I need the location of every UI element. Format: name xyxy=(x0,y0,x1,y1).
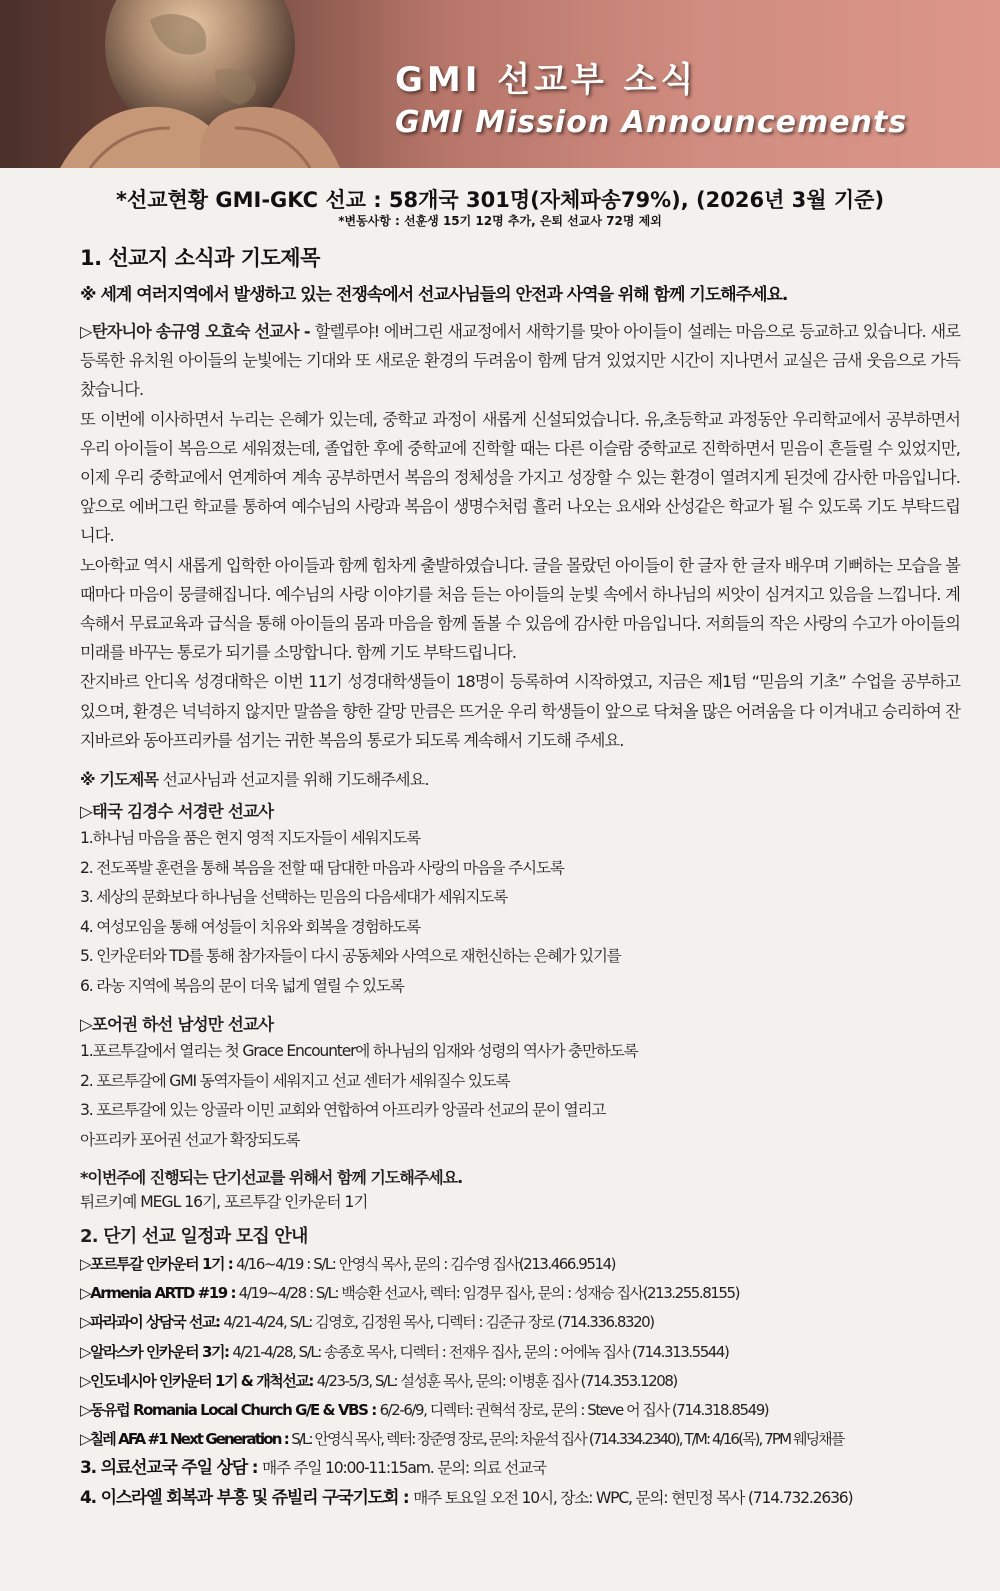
tanzania-paragraph-2: 또 이번에 이사하면서 누리는 은혜가 있는데, 중학교 과정이 새롭게 신설되었습니다. 유,초등학교 과정동안 우리학교에서 공부하면서 우리 아이들이 복음으로 세워졌는데, 졸업한 후에 중학교에 진학할 때는 다른 이슬람 중학교로 진학하면서 믿음이 흔들릴 수 있었지만, 이제 우리 중학교에서 연계하여 계속 공부하면서 복음의 정체성을 가지고 성장할 수 있는 환경이 열려지게 된것에 감사한 마음입니다. 앞으로 에버그린 학교를 통하여 예수님의 사랑과 복음이 생명수처럼 흘러 나오는 요새와 산성같은 학교가 될 수 있도록 기도 부탁드립니다. xyxy=(80,409,960,546)
schedule-detail: 4/21-4/28, S/L: 송종호 목사, 디렉터 : 전재우 집사, 문의 : 어에녹 집사 (714.313.5544) xyxy=(232,1342,729,1361)
list-item: 3. 포르투갈에 있는 앙골라 이민 교회와 연합하여 아프리카 앙골라 선교의 문이 열리고 xyxy=(80,1101,606,1120)
status-change-note: *변동사항 : 선훈생 15기 12명 추가, 은퇴 선교사 72명 제외 xyxy=(338,214,662,228)
schedule-row xyxy=(80,1367,960,1396)
announcement-content xyxy=(80,238,960,1513)
section1-heading: 1. 선교지 소식과 기도제목 xyxy=(80,246,320,270)
israel-prayer-label: 4. 이스라엘 회복과 부흥 및 쥬빌리 구국기도회 : xyxy=(80,1487,414,1508)
schedule-row xyxy=(80,1396,960,1425)
schedule-detail: S/L: 안영식 목사, 렉터: 장준영 장로, 문의: 차윤석 집사 (714.334.2340), T/M: 4/16(목), 7PM 웨딩채플 xyxy=(291,1430,844,1449)
list-item: 아프리카 포어권 선교가 확장되도록 xyxy=(80,1130,300,1149)
mission-status: *선교현황 GMI-GKC 선교 : 58개국 301명(자체파송79%), (2026년 3월 기준) xyxy=(115,188,885,212)
header-banner xyxy=(0,0,1000,168)
medical-consult-line xyxy=(80,1454,960,1484)
thailand-title: ▷태국 김경수 서경란 선교사 xyxy=(80,802,274,822)
tanzania-lead: ▷탄자니아 송규영 오효숙 선교사 - xyxy=(80,322,315,341)
tanzania-paragraph-4: 잔지바르 안디옥 성경대학은 이번 11기 성경대학생들이 18명이 등록하여 시작하였고, 지금은 제1텀 “믿음의 기초” 수업을 공부하고 있으며, 환경은 넉넉하지 않지만 말씀을 향한 갈망 만큼은 뜨거운 우리 학생들이 앞으로 닥쳐올 많은 어려움을 다 이겨내고 승리하여 잔지바르와 동아프리카를 섬기는 귀한 복음의 통로가 되도록 계속해서 기도해 주세요. xyxy=(80,672,960,750)
banner-title: GMI 선교부 소식 xyxy=(395,60,698,100)
medical-consult-text: 매주 주일 10:00-11:15am. 문의: 의료 선교국 xyxy=(262,1459,546,1478)
schedule-name: ▷알라스카 인카운터 3기: xyxy=(80,1342,233,1361)
schedule-detail: 4/16~4/19 : S/L: 안영식 목사, 문의 : 김수영 집사(213.466.9514) xyxy=(236,1255,616,1274)
list-item: 6. 라농 지역에 복음의 문이 더욱 넓게 열릴 수 있도록 xyxy=(80,976,404,995)
schedule-name: ▷동유럽 Romania Local Church G/E & VBS : xyxy=(80,1401,380,1420)
prayer-note-text: 선교사님과 선교지를 위해 기도해주세요. xyxy=(158,770,429,790)
schedule-row xyxy=(80,1250,960,1279)
schedule-row xyxy=(80,1425,960,1454)
portugal-title: ▷포어권 하선 남성만 선교사 xyxy=(80,1015,274,1035)
israel-prayer-line xyxy=(80,1484,960,1514)
schedule-list xyxy=(80,1250,960,1454)
prayer-note xyxy=(80,767,960,790)
schedule-detail: 4/19~4/28 : S/L: 백승환 선교사, 렉터: 임경무 집사, 문의 : 성재승 집사(213.255.8155) xyxy=(238,1284,739,1303)
section2-heading: 2. 단기 선교 일정과 모집 안내 xyxy=(80,1226,308,1248)
medical-consult-label: 3. 의료선교국 주일 상담 : xyxy=(80,1458,263,1479)
schedule-detail: 6/2-6/9, 디렉터: 권혁석 장로, 문의 : Steve 어 집사 (714.318.8549) xyxy=(379,1401,769,1420)
schedule-detail: 4/21-4/24, S/L: 김영호, 김정원 목사, 디렉터 : 김준규 장로 (714.336.8320) xyxy=(223,1313,654,1332)
schedule-name: ▷포르투갈 인카운터 1기 : xyxy=(80,1255,237,1274)
schedule-row xyxy=(80,1279,960,1308)
schedule-row xyxy=(80,1308,960,1337)
tanzania-paragraph-1: 할렐루야! 에버그린 새교정에서 새학기를 맞아 아이들이 설레는 마음으로 등교하고 있습니다. 새로 등록한 유치원 아이들의 눈빛에는 기대와 또 새로운 환경의 두려움이 함께 담겨 있었지만 시간이 지나면서 교실은 금새 웃음으로 가득 찼습니다. xyxy=(80,322,960,400)
schedule-name: ▷인도네시아 인카운터 1기 & 개척선교: xyxy=(80,1371,317,1390)
globe-in-hands-image xyxy=(0,0,420,168)
short-term-body: 튀르키예 MEGL 16기, 포르투갈 인카운터 1기 xyxy=(80,1193,368,1212)
israel-prayer-text: 매주 토요일 오전 10시, 장소: WPC, 문의: 현민정 목사 (714.732.2636) xyxy=(413,1488,853,1507)
schedule-row xyxy=(80,1338,960,1367)
list-item: 1.하나님 마음을 품은 현지 영적 지도자들이 세워지도록 xyxy=(80,829,421,848)
tanzania-paragraph-3: 노아학교 역시 새롭게 입학한 아이들과 함께 힘차게 출발하였습니다. 글을 몰랐던 아이들이 한 글자 한 글자 배우며 기뻐하는 모습을 볼 때마다 마음이 뭉클해집니다. 예수님의 사랑 이야기를 처음 듣는 아이들의 눈빛 속에서 하나님의 씨앗이 심겨지고 있음을 느낍니다. 계속해서 무료교육과 급식을 통해 아이들의 몸과 마음을 함께 돌볼 수 있음에 감사한 마음입니다. 저희들의 작은 사랑의 수고가 아이들의 미래를 바꾸는 통로가 되기를 소망합니다. 함께 기도 부탁드립니다. xyxy=(80,555,960,663)
list-item: 5. 인카운터와 TD를 통해 참가자들이 다시 공동체와 사역으로 재헌신하는 은혜가 있기를 xyxy=(80,947,621,966)
list-item: 3. 세상의 문화보다 하나님을 선택하는 믿음의 다음세대가 세워지도록 xyxy=(80,888,507,907)
portugal-prayer-list xyxy=(80,1037,960,1155)
list-item: 2. 포르투갈에 GMI 동역자들이 세워지고 선교 센터가 세워질수 있도록 xyxy=(80,1071,510,1090)
banner-subtitle: GMI Mission Announcements xyxy=(395,105,908,140)
prayer-note-label: ※ 기도제목 xyxy=(80,770,159,790)
thailand-prayer-list xyxy=(80,824,960,1001)
schedule-name: ▷파라과이 상담국 선교: xyxy=(80,1313,224,1332)
list-item: 1.포르투갈에서 열리는 첫 Grace Encounter에 하나님의 임재와 성령의 역사가 충만하도록 xyxy=(80,1042,638,1061)
short-term-title: *이번주에 진행되는 단기선교를 위해서 함께 기도해주세요. xyxy=(80,1168,463,1188)
list-item: 2. 전도폭발 훈련을 통해 복음을 전할 때 담대한 마음과 사랑의 마음을 주시도록 xyxy=(80,858,564,877)
schedule-name: ▷Armenia ARTD #19 : xyxy=(80,1284,239,1303)
tanzania-report xyxy=(80,317,960,755)
list-item: 4. 여성모임을 통해 여성들이 치유와 회복을 경험하도록 xyxy=(80,917,421,936)
war-prayer-alert: ※ 세계 여러지역에서 발생하고 있는 전쟁속에서 선교사님들의 안전과 사역을 위해 함께 기도해주세요. xyxy=(80,285,788,305)
schedule-name: ▷칠레 AFA #1 Next Generation : xyxy=(80,1430,292,1449)
schedule-detail: 4/23-5/3, S/L: 설성훈 목사, 문의: 이병훈 집사 (714.353.1208) xyxy=(316,1371,677,1390)
